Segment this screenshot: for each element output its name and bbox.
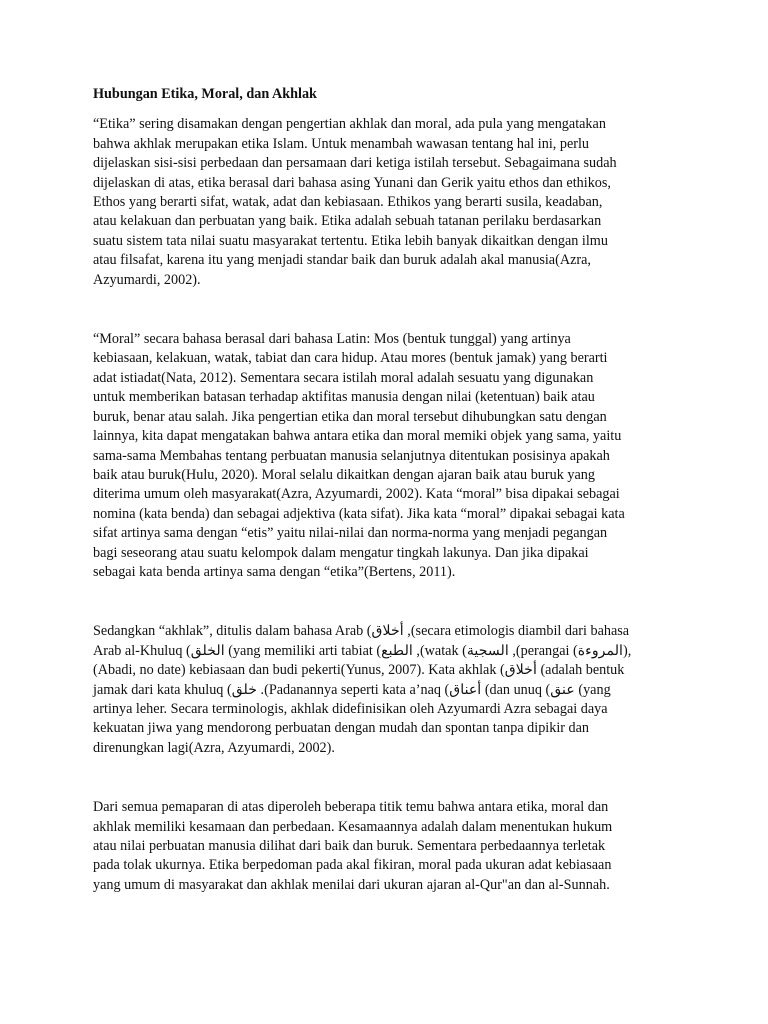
- paragraph-line: untuk memberikan batasan terhadap aktifitas manusia dengan nilai (ketentuan) baik atau: [93, 389, 595, 406]
- paragraph-line: adat istiadat(Nata, 2012). Sementara secara istilah moral adalah sesuatu yang digunakan: [93, 369, 594, 386]
- document-title: Hubungan Etika, Moral, dan Akhlak: [93, 86, 317, 102]
- paragraph-line: lainnya, kita dapat mengatakan bahwa antara etika dan moral memiki objek yang sama, yaitu: [93, 428, 622, 445]
- paragraph-moral: [93, 330, 678, 582]
- paragraph-line: “Etika” sering disamakan dengan pengertian akhlak dan moral, ada pula yang mengatakan: [93, 116, 606, 133]
- paragraph-etika: [93, 115, 678, 290]
- paragraph-spacer: [93, 758, 678, 798]
- paragraph-line: artinya leher. Secara terminologis, akhlak didefinisikan oleh Azyumardi Azra sebagai daya: [93, 700, 608, 717]
- paragraph-line: dijelaskan sisi-sisi perbedaan dan persamaan dari ketiga istilah tersebut. Sebagaimana sudah: [93, 155, 617, 172]
- paragraph-line: direnungkan lagi(Azra, Azyumardi, 2002).: [93, 739, 335, 756]
- paragraph-line: jamak dari kata khuluq (خلق .(Padanannya seperti kata a’naq (أعناق (dan unuq (عنق (yang: [93, 681, 611, 698]
- paragraph-spacer: [93, 582, 678, 622]
- paragraph-line: atau kelakuan dan perbuatan yang baik. Etika adalah sebuah tatanan perilaku berdasarkan: [93, 213, 602, 230]
- paragraph-line: Dari semua pemaparan di atas diperoleh beberapa titik temu bahwa antara etika, moral dan: [93, 799, 609, 816]
- paragraph-line: “Moral” secara bahasa berasal dari bahasa Latin: Mos (bentuk tunggal) yang artinya: [93, 331, 571, 348]
- paragraph-line: baik atau buruk(Hulu, 2020). Moral selalu dikaitkan dengan ajaran baik atau buruk yang: [93, 466, 595, 483]
- paragraph-line: Sedangkan “akhlak”, ditulis dalam bahasa Arab (أخلاق ,(secara etimologis diambil dari bahasa: [93, 623, 630, 640]
- paragraph-line: bagi seseorang atau suatu kelompok dalam mengatur tingkah lakunya. Dan jika dipakai: [93, 544, 589, 561]
- paragraph-line: diterima umum oleh masyarakat(Azra, Azyumardi, 2002). Kata “moral” bisa dipakai sebagai: [93, 486, 620, 503]
- paragraph-line: (Abadi, no date) kebiasaan dan budi pekerti(Yunus, 2007). Kata akhlak (أخلاق (adalah bentuk: [93, 662, 625, 679]
- paragraph-line: yang umum di masyarakat dan akhlak menilai dari ukuran ajaran al-Qur"an dan al-Sunnah.: [93, 876, 610, 893]
- paragraph-line: atau nilai perbuatan manusia dilihat dari baik dan buruk. Sementara perbedaannya terletak: [93, 838, 606, 854]
- paragraph-line: nomina (kata benda) dan sebagai adjektiva (kata sifat). Jika kata “moral” dipakai sebagai kata: [93, 505, 625, 522]
- paragraph-line: atau filsafat, karena itu yang menjadi standar baik dan buruk adalah akal manusia(Azra,: [93, 252, 591, 269]
- paragraph-line: buruk, benar atau salah. Jika pengertian etika dan moral tersebut dihubungkan satu dengan: [93, 408, 607, 425]
- paragraph-spacer: [93, 290, 678, 330]
- paragraph-line: suatu sistem tata nilai suatu masyarakat tertentu. Etika lebih banyak dikaitkan dengan ilmu: [93, 232, 608, 249]
- paragraph-line: kebiasaan, kelakuan, watak, tabiat dan cara hidup. Atau mores (bentuk jamak) yang berarti: [93, 350, 608, 367]
- paragraph-line: bahwa akhlak merupakan etika Islam. Untuk menambah wawasan tentang hal ini, perlu: [93, 135, 590, 152]
- paragraph-kesimpulan: [93, 798, 678, 895]
- paragraph-line: kekuatan jiwa yang mendorong perbuatan dengan mudah dan spontan tanpa dipikir dan: [93, 720, 590, 737]
- paragraph-akhlak: [93, 622, 678, 758]
- paragraph-line: Arab al-Khuluq (الخلق (yang memiliki arti tabiat (الطبع ,(watak (السجية ,(perangai (المروءة),: [93, 642, 632, 659]
- document-body: [93, 85, 678, 895]
- paragraph-line: Ethos yang berarti sifat, watak, adat dan kebiasaan. Ethikos yang berarti susila, keadaban,: [93, 194, 603, 211]
- paragraph-line: pada tolak ukurnya. Etika berpedoman pada akal fikiran, moral pada ukuran adat kebiasaan: [93, 857, 612, 874]
- paragraph-line: dijelaskan di atas, etika berasal dari bahasa asing Yunani dan Gerik yaitu ethos dan ethikos,: [93, 174, 611, 191]
- paragraph-line: Azyumardi, 2002).: [93, 271, 201, 288]
- paragraph-line: sama-sama Membahas tentang perbuatan manusia selanjutnya ditentukan posisinya apakah: [93, 447, 610, 464]
- paragraph-line: akhlak memiliki kesamaan dan perbedaan. Kesamaannya adalah dalam menentukan hukum: [93, 818, 613, 835]
- paragraph-line: sifat artinya sama dengan “etis” yaitu nilai-nilai dan norma-norma yang menjadi pegangan: [93, 525, 608, 542]
- paragraph-line: sebagai kata benda artinya sama dengan “etika”(Bertens, 2011).: [93, 563, 456, 580]
